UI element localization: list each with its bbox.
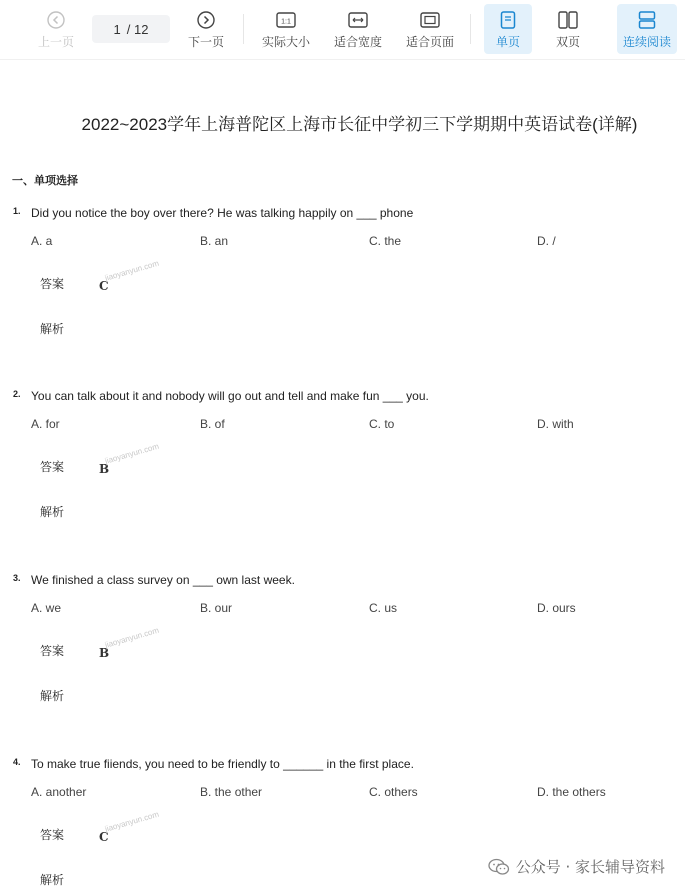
actual-size-icon bbox=[275, 9, 297, 31]
option-d: D. the others bbox=[537, 785, 606, 799]
option-c: C. to bbox=[369, 417, 395, 431]
fit-width-label: 适合宽度 bbox=[333, 35, 382, 49]
option-b: B. an bbox=[200, 234, 229, 248]
question-number: 4. bbox=[13, 757, 21, 767]
question-number: 1. bbox=[13, 206, 21, 216]
watermark-text: jiaoyanyun.com bbox=[104, 625, 160, 650]
page-total: / 12 bbox=[126, 21, 149, 37]
section-title: 一、单项选择 bbox=[12, 174, 78, 187]
page-current-input[interactable]: 1 bbox=[113, 21, 121, 37]
next-page-button[interactable] bbox=[184, 4, 228, 54]
option-b: B. our bbox=[200, 601, 233, 615]
option-c: C. us bbox=[369, 601, 398, 615]
option-b: B. the other bbox=[200, 785, 263, 799]
next-page-label: 下一页 bbox=[187, 35, 224, 49]
analysis-label: 解析 bbox=[40, 505, 65, 519]
answer-label: 答案 bbox=[40, 828, 65, 842]
analysis-label: 解析 bbox=[40, 873, 65, 887]
double-page-icon bbox=[557, 9, 579, 31]
question-stem: Did you notice the boy over there? He was talking happily on ___ phone bbox=[31, 206, 414, 220]
answer-label: 答案 bbox=[40, 644, 65, 658]
analysis-label: 解析 bbox=[40, 322, 65, 336]
single-page-icon bbox=[497, 9, 519, 31]
double-page-label: 双页 bbox=[555, 35, 580, 49]
answer-label: 答案 bbox=[40, 460, 65, 474]
single-page-button[interactable] bbox=[484, 4, 532, 54]
prev-page-label: 上一页 bbox=[37, 35, 74, 49]
option-a: A. a bbox=[31, 234, 53, 248]
watermark-text: jiaoyanyun.com bbox=[104, 809, 160, 834]
wechat-watermark bbox=[488, 856, 665, 877]
viewer-toolbar bbox=[0, 0, 685, 60]
option-b: B. of bbox=[200, 417, 225, 431]
chevron-left-circle-icon bbox=[45, 9, 67, 31]
fit-page-button[interactable] bbox=[402, 4, 458, 54]
continuous-read-icon bbox=[636, 9, 658, 31]
prev-page-button[interactable] bbox=[34, 4, 78, 54]
option-c: C. the bbox=[369, 234, 402, 248]
option-d: D. with bbox=[537, 417, 574, 431]
option-a: A. we bbox=[31, 601, 62, 615]
toolbar-divider bbox=[243, 14, 244, 44]
question-stem: We finished a class survey on ___ own last week. bbox=[31, 573, 295, 587]
question-number: 2. bbox=[13, 389, 21, 399]
fit-width-button[interactable] bbox=[330, 4, 386, 54]
fit-page-label: 适合页面 bbox=[405, 35, 454, 49]
toolbar-divider bbox=[470, 14, 471, 44]
answer-value: B bbox=[99, 646, 110, 660]
continuous-read-button[interactable] bbox=[617, 4, 677, 54]
actual-size-icon-text: 1:1 bbox=[281, 18, 291, 26]
answer-value: B bbox=[99, 462, 110, 476]
actual-size-label: 实际大小 bbox=[261, 35, 310, 49]
document-title: 2022~2023学年上海普陀区上海市长征中学初三下学期期中英语试卷(详解) bbox=[81, 115, 638, 134]
fit-width-icon bbox=[347, 9, 369, 31]
double-page-button[interactable] bbox=[545, 4, 591, 54]
continuous-read-label: 连续阅读 bbox=[622, 35, 671, 49]
actual-size-button[interactable] bbox=[258, 4, 314, 54]
answer-value: C bbox=[99, 830, 109, 844]
question-stem: To make true fiiends, you need to be friendly to ______ in the first place. bbox=[31, 757, 414, 771]
question-number: 3. bbox=[13, 573, 21, 583]
question-stem: You can talk about it and nobody will go out and tell and make fun ___ you. bbox=[31, 389, 429, 403]
chevron-right-circle-icon bbox=[195, 9, 217, 31]
watermark-text: jiaoyanyun.com bbox=[104, 441, 160, 466]
option-d: D. / bbox=[537, 234, 556, 248]
page-indicator[interactable] bbox=[92, 15, 170, 43]
single-page-label: 单页 bbox=[495, 35, 520, 49]
analysis-label: 解析 bbox=[40, 689, 65, 703]
watermark-text: jiaoyanyun.com bbox=[104, 258, 160, 283]
answer-value: C bbox=[99, 279, 109, 293]
option-d: D. ours bbox=[537, 601, 576, 615]
option-c: C. others bbox=[369, 785, 418, 799]
option-a: A. another bbox=[31, 785, 87, 799]
wechat-icon bbox=[488, 858, 510, 876]
fit-page-icon bbox=[419, 9, 441, 31]
wechat-watermark-text: 公众号 · 家长辅导资料 bbox=[515, 858, 665, 876]
option-a: A. for bbox=[31, 417, 60, 431]
answer-label: 答案 bbox=[40, 277, 65, 291]
